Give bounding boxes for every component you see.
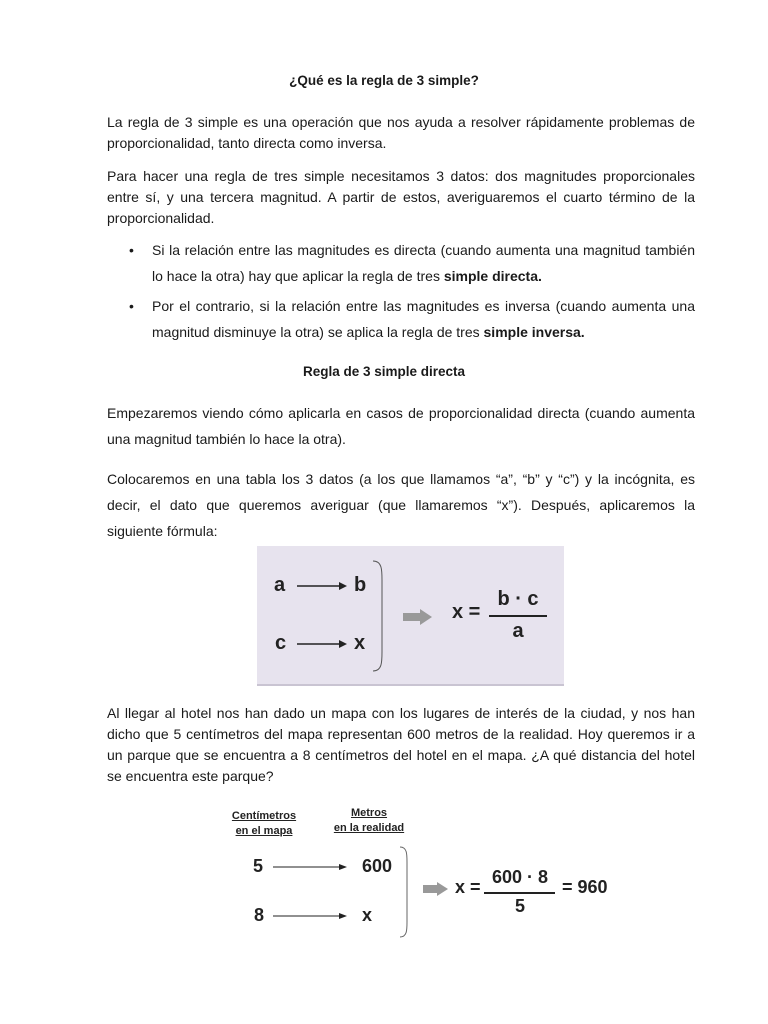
formula-lhs: x = (452, 601, 481, 623)
brace-icon (372, 560, 388, 672)
implies-arrow-icon (403, 609, 433, 625)
formula-diagram (257, 546, 564, 686)
paragraph-intro: La regla de 3 simple es una operación que nos ayuda a resolver rápidamente problemas de proporcionalidad, tanto directa como inversa. (107, 114, 695, 151)
brace-icon (399, 846, 413, 938)
formula-numerator: b · c (497, 588, 539, 610)
bullet-item-inversa (107, 293, 695, 345)
heading-directa: Regla de 3 simple directa (302, 364, 466, 379)
arrow-icon (297, 580, 347, 592)
paragraph-colocaremos: Colocaremos en una tabla los 3 datos (a los que llamamos “a”, “b” y “c”) y la incógnita, es decir, el dato que queremos averiguar (que llamaremos “x”). Después, aplicaremos la siguiente fórmula: (107, 471, 695, 539)
bullet-list (107, 237, 695, 349)
example-row2-right: x (362, 905, 373, 925)
formula-x: x (354, 632, 366, 654)
paragraph-empezaremos: Empezaremos viendo cómo aplicarla en casos de proporcionalidad directa (cuando aumenta una magnitud también lo hace la otra). (107, 405, 695, 447)
example-denominator: 5 (514, 896, 525, 916)
paragraph-datos: Para hacer una regla de tres simple necesitamos 3 datos: dos magnitudes proporcionales entre sí, y una tercera magnitud. A partir de estos, averiguaremos el cuarto término de la proporcionalidad. (107, 168, 695, 226)
header-line: Centímetros (231, 810, 297, 822)
example-numerator: 600 · 8 (491, 867, 549, 887)
example-row1-right: 600 (362, 856, 393, 876)
arrow-icon (273, 862, 347, 872)
bullet-bold: simple directa. (443, 268, 542, 284)
header-centimetros (222, 809, 306, 839)
example-row1-left: 5 (253, 856, 264, 876)
formula-b: b (354, 574, 367, 596)
arrow-icon (273, 911, 347, 921)
arrow-icon (297, 638, 347, 650)
bullet-text: Si la relación entre las magnitudes es directa (cuando aumenta una magnitud también lo hace la otra) hay que aplicar la regla de tres (152, 242, 695, 284)
fraction-bar (489, 615, 547, 617)
header-line: en la realidad (333, 822, 405, 834)
heading-que-es: ¿Qué es la regla de 3 simple? (289, 73, 479, 88)
formula-denominator: a (512, 620, 524, 642)
bullet-dot-icon: • (129, 298, 134, 314)
formula-c: c (275, 632, 287, 654)
header-line: Metros (350, 807, 388, 819)
bullet-bold: simple inversa. (483, 324, 585, 340)
example-result: = 960 (562, 877, 608, 897)
implies-arrow-icon (423, 882, 449, 896)
bullet-item-directa (107, 237, 695, 289)
example-row2-left: 8 (254, 905, 265, 925)
paragraph-problema: Al llegar al hotel nos han dado un mapa con los lugares de interés de la ciudad, y nos han dicho que 5 centímetros del mapa representan 600 metros de la realidad. Hoy queremos ir a un parque que se encuentra a 8 centímetros del hotel en el mapa. ¿A qué distancia del hotel se encuentra este parque? (107, 705, 695, 784)
header-metros (326, 806, 412, 836)
bullet-dot-icon: • (129, 242, 134, 258)
bullet-text: Por el contrario, si la relación entre las magnitudes es inversa (cuando aumenta una magnitud disminuye la otra) se aplica la regla de tres (152, 298, 695, 340)
formula-a: a (274, 574, 286, 596)
fraction-bar (484, 892, 555, 894)
header-line: en el mapa (235, 825, 293, 837)
example-lhs: x = (455, 877, 481, 897)
